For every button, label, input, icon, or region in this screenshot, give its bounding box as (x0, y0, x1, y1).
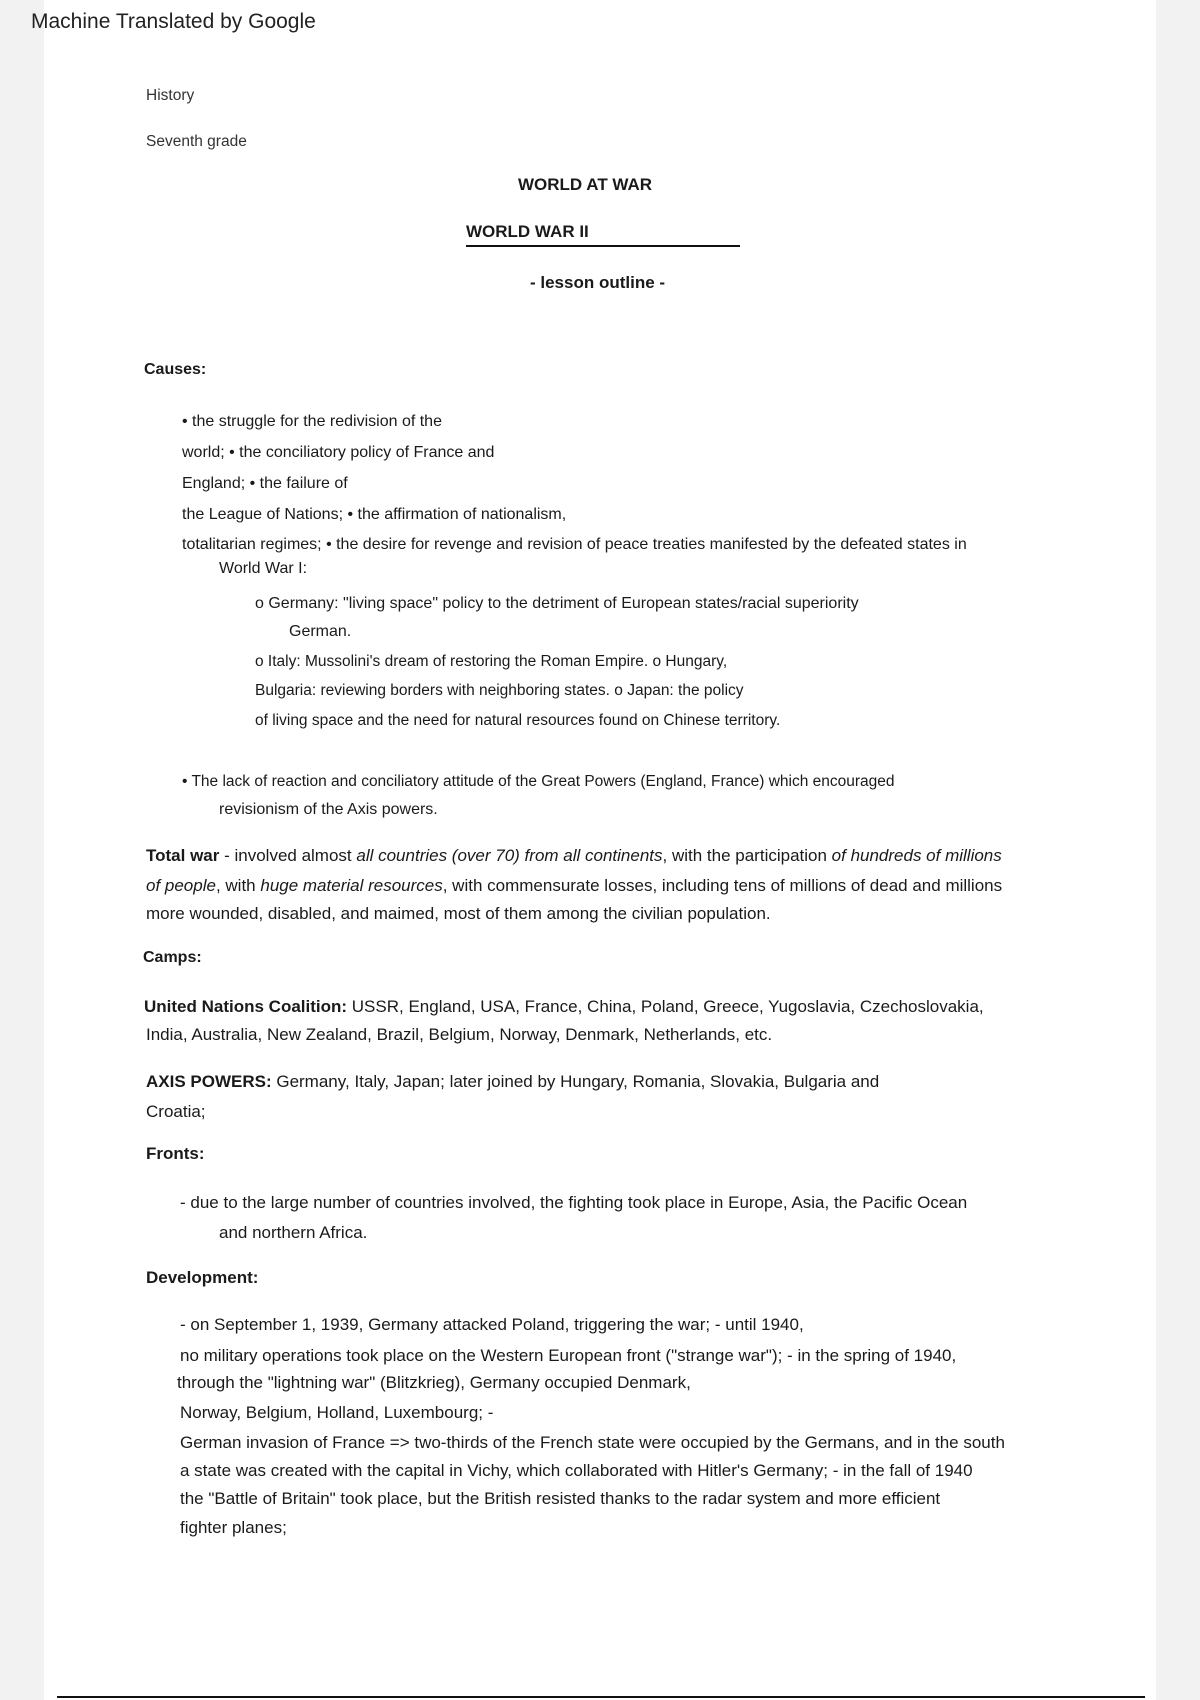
page-margin-left (0, 0, 44, 1700)
subject-label: History (146, 87, 195, 104)
fronts-line: - due to the large number of countries involved, the fighting took place in Europe, Asia, the Pacific Ocean (180, 1193, 968, 1212)
total-war-line-2 (146, 875, 1002, 897)
reaction-line: • The lack of reaction and conciliatory attitude of the Great Powers (England, France) which encouraged (182, 773, 895, 790)
axis-powers-label: AXIS POWERS: (146, 1072, 272, 1091)
axis-line-2: Croatia; (146, 1102, 206, 1121)
development-line: Norway, Belgium, Holland, Luxembourg; - (180, 1403, 494, 1422)
causes-line: World War I: (219, 560, 308, 577)
grade-label: Seventh grade (146, 133, 247, 150)
development-line: - on September 1, 1939, Germany attacked Poland, triggering the war; - until 1940, (180, 1315, 804, 1334)
causes-subline: Bulgaria: reviewing borders with neighboring states. o Japan: the policy (255, 682, 744, 699)
causes-line: world; • the conciliatory policy of France and (182, 444, 495, 461)
text-run: , with commensurate losses, including tens of millions of dead and millions (442, 876, 1003, 895)
total-war-line-1 (146, 845, 1002, 867)
causes-subline: German. (289, 623, 352, 640)
total-war-line-3: more wounded, disabled, and maimed, most of them among the civilian population. (146, 904, 771, 923)
outline-label: - lesson outline - (530, 273, 666, 292)
reaction-line: revisionism of the Axis powers. (219, 801, 438, 818)
emphasis-run: all countries (over 70) from all continents (356, 846, 663, 865)
un-coalition-line-1 (144, 996, 984, 1018)
text-run: , with the participation (662, 846, 832, 865)
development-line: no military operations took place on the Western European front ("strange war"); - in the spring of 1940, (180, 1346, 957, 1365)
development-line: a state was created with the capital in Vichy, which collaborated with Hitler's Germany; - in the fall of 1940 (180, 1461, 973, 1480)
development-line: German invasion of France => two-thirds of the French state were occupied by the Germans, and in the south (180, 1433, 1005, 1452)
causes-line: • the struggle for the redivision of the (182, 413, 442, 430)
axis-line-1 (146, 1071, 879, 1093)
page-bottom-rule (57, 1696, 1145, 1698)
development-heading: Development: (146, 1268, 259, 1287)
text-run: - involved almost (219, 846, 357, 865)
title-underline (466, 245, 740, 247)
causes-line: the League of Nations; • the affirmation of nationalism, (182, 506, 567, 523)
un-coalition-line-2: India, Australia, New Zealand, Brazil, Belgium, Norway, Denmark, Netherlands, etc. (146, 1025, 773, 1044)
fronts-heading: Fronts: (146, 1144, 205, 1163)
un-coalition-label: United Nations Coalition: (144, 997, 348, 1016)
emphasis-run: of hundreds of millions (831, 846, 1002, 865)
causes-subline: o Germany: "living space" policy to the detriment of European states/racial superiority (255, 595, 859, 612)
camps-heading: Camps: (143, 949, 202, 966)
main-title: WORLD AT WAR (518, 175, 653, 194)
development-line: through the "lightning war" (Blitzkrieg), Germany occupied Denmark, (177, 1373, 691, 1392)
total-war-label: Total war (146, 846, 220, 865)
causes-subline: o Italy: Mussolini's dream of restoring the Roman Empire. o Hungary, (255, 653, 728, 670)
development-line: the "Battle of Britain" took place, but the British resisted thanks to the radar system and more efficient (180, 1489, 941, 1508)
machine-translation-banner: Machine Translated by Google (31, 10, 316, 33)
causes-line: totalitarian regimes; • the desire for revenge and revision of peace treaties manifested by the defeated states in (182, 536, 967, 553)
causes-subline: of living space and the need for natural resources found on Chinese territory. (255, 712, 781, 729)
text-run: , with (215, 876, 261, 895)
sub-title: WORLD WAR II (466, 222, 589, 241)
emphasis-run: of people (146, 876, 216, 895)
emphasis-run: huge material resources (260, 876, 443, 895)
page-margin-right (1156, 0, 1200, 1700)
text-run: Germany, Italy, Japan; later joined by Hungary, Romania, Slovakia, Bulgaria and (271, 1072, 880, 1091)
development-line: fighter planes; (180, 1518, 287, 1537)
causes-line: England; • the failure of (182, 475, 348, 492)
causes-heading: Causes: (144, 361, 207, 378)
text-run: USSR, England, USA, France, China, Poland, Greece, Yugoslavia, Czechoslovakia, (347, 997, 984, 1016)
fronts-line: and northern Africa. (219, 1223, 368, 1242)
